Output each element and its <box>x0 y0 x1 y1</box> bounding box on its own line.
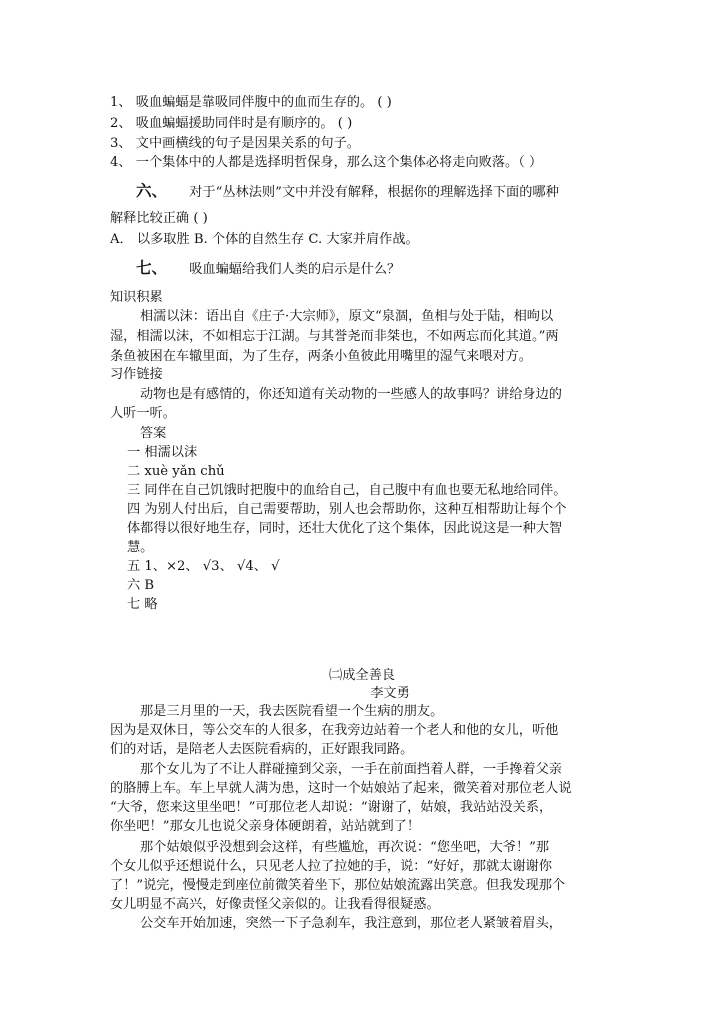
answers-heading: 答案 <box>140 426 167 441</box>
knowledge-line-1: 相濡以沫：语出自《庄子·大宗师》，原文“泉涸，鱼相与处于陆，相呴以 <box>140 309 554 324</box>
answer-line-7: 五 1、×2、 √3、 √4、 √ <box>127 559 280 574</box>
section-six-text: 对于“丛林法则”文中并没有解释，根据你的理解选择下面的哪种 <box>189 185 559 200</box>
answer-line-5: 体都得以很好地生存，同时，还壮大优化了这个集体，因此说这是一种大智 <box>127 521 563 536</box>
answer-line-2: 二 xuè yǎn chǔ <box>127 464 225 479</box>
section-six-heading <box>110 182 559 202</box>
answer-line-8: 六 B <box>127 578 155 593</box>
story-line-7: 你坐吧！”那女儿也说父亲身体硬朗着，站站就到了！ <box>110 819 421 834</box>
story-line-6: “大爷，您来这里坐吧！”可那位老人却说：“谢谢了，姑娘，我站站没关系， <box>110 800 553 815</box>
judge-question-4: 4、 一个集体中的人都是选择明哲保身，那么这个集体必将走向败落。（ ） <box>110 155 543 170</box>
writing-line-1: 动物也是有感情的，你还知道有关动物的一些感人的故事吗？讲给身边的 <box>140 387 562 402</box>
knowledge-line-2: 湿，相濡以沫，不如相忘于江湖。与其誉尧而非桀也，不如两忘而化其道。”两 <box>110 329 559 344</box>
judge-question-2: 2、 吸血蝙蝠援助同伴时是有顺序的。 ( ) <box>110 116 353 131</box>
story-line-4: 那个女儿为了不让人群碰撞到父亲，一手在前面挡着人群，一手搀着父亲 <box>140 762 562 777</box>
judge-question-3: 3、 文中画横线的句子是因果关系的句子。 <box>110 136 360 151</box>
answer-line-6: 慧。 <box>127 540 154 555</box>
section-six-line2: 解释比较正确 ( ) <box>110 211 208 226</box>
story-line-11: 女儿明显不高兴，好像责怪父亲似的。让我看得很疑惑。 <box>110 897 440 912</box>
story-line-1: 那是三月里的一天，我去医院看望一个生病的朋友。 <box>140 704 444 719</box>
section-seven-heading <box>110 259 400 279</box>
section-seven-number: 七、 <box>136 258 168 277</box>
answer-line-9: 七 略 <box>127 597 158 612</box>
knowledge-heading: 知识积累 <box>110 290 163 305</box>
story-line-8: 那个姑娘似乎没想到会这样，有些尴尬，再次说：“您坐吧，大爷！”那 <box>140 840 550 855</box>
story-line-3: 们的对话，是陪老人去医院看病的，正好跟我同路。 <box>110 742 414 757</box>
section-seven-text: 吸血蝙蝠给我们人类的启示是什么？ <box>189 262 401 277</box>
knowledge-line-3: 条鱼被困在车辙里面，为了生存，两条小鱼彼此用嘴里的湿气来喂对方。 <box>110 349 532 364</box>
section-six-options: A． 以多取胜 B. 个体的自然生存 C. 大家并肩作战。 <box>110 232 419 247</box>
answer-line-3: 三 同伴在自己饥饿时把腹中的血给自己，自己腹中有血也要无私地给同伴。 <box>127 483 567 498</box>
story-line-10: 了！”说完，慢慢走到座位前微笑着坐下，那位姑娘流露出笑意。但我发现那个 <box>110 878 566 893</box>
judge-question-1: 1、 吸血蝙蝠是靠吸同伴腹中的血而生存的。 ( ) <box>110 95 392 110</box>
story-title: ㈡成全善良 <box>329 668 395 683</box>
answer-line-1: 一 相濡以沫 <box>127 445 198 460</box>
story-line-5: 的胳膊上车。车上早就人满为患，这时一个姑娘站了起来，微笑着对那位老人说 <box>110 781 572 796</box>
section-six-number: 六、 <box>136 181 168 200</box>
answer-line-4: 四 为别人付出后，自己需要帮助，别人也会帮助你，这种互相帮助让每个个 <box>127 502 567 517</box>
story-line-9: 个女儿似乎还想说什么，只见老人拉了拉她的手，说：“好好，那就太谢谢你 <box>110 859 552 874</box>
story-line-12: 公交车开始加速，突然一下子急刹车，我注意到，那位老人紧皱着眉头， <box>140 916 562 931</box>
story-line-2: 因为是双休日，等公交车的人很多，在我旁边站着一个老人和他的女儿，听他 <box>110 723 559 738</box>
writing-line-2: 人听一听。 <box>110 406 176 421</box>
writing-heading: 习作链接 <box>110 367 163 382</box>
story-author: 李文勇 <box>370 686 410 701</box>
